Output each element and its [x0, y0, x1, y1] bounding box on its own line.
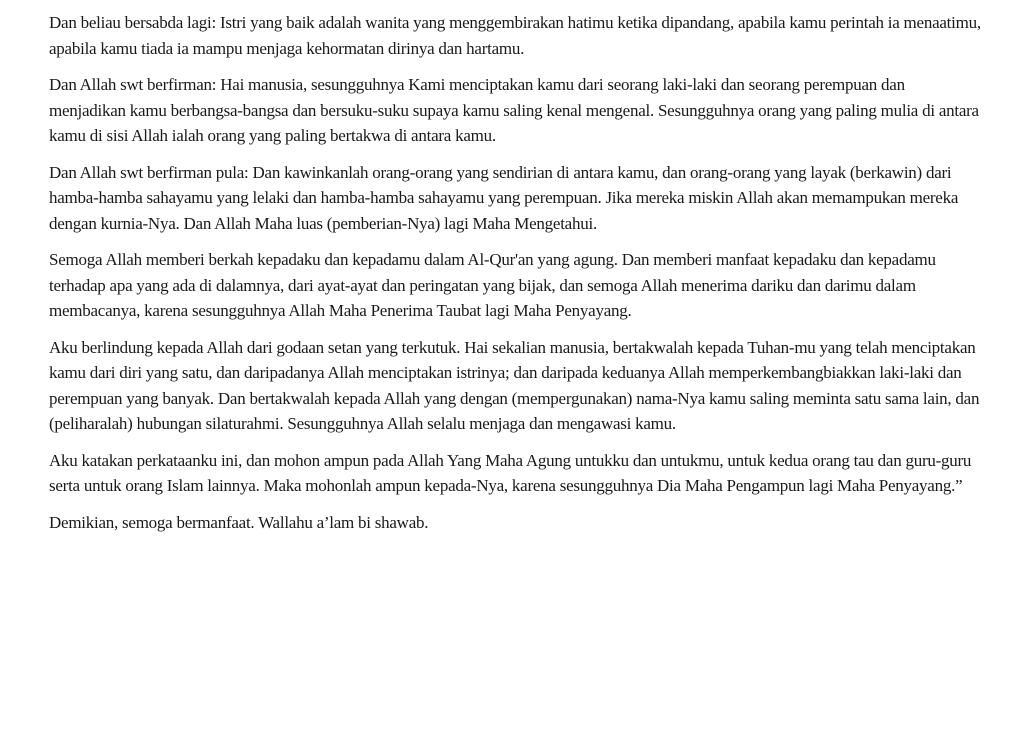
paragraph-1: Dan beliau bersabda lagi: Istri yang baik adalah wanita yang menggembirakan hatimu ketika dipandang, apabila kamu perintah ia menaatimu, apabila kamu tiada ia mampu menjaga kehormatan dirinya dan hartamu.: [49, 13, 981, 58]
paragraph-4: Semoga Allah memberi berkah kepadaku dan kepadamu dalam Al-Qur'an yang agung. Dan memberi manfaat kepadaku dan kepadamu terhadap apa yang ada di dalamnya, dari ayat-ayat dan peringatan yang bijak, dan semoga Allah menerima dariku dan darimu dalam membacanya, karena sesungguhnya Allah Maha Penerima Taubat lagi Maha Penyayang.: [49, 250, 936, 320]
article-body: [49, 10, 984, 546]
paragraph-2: Dan Allah swt berfirman: Hai manusia, sesungguhnya Kami menciptakan kamu dari seorang laki-laki dan seorang perempuan dan menjadikan kamu berbangsa-bangsa dan bersuku-suku supaya kamu saling kenal mengenal. Sesungguhnya orang yang paling mulia di antara kamu di sisi Allah ialah orang yang paling bertakwa di antara kamu.: [49, 75, 979, 145]
paragraph-7: Demikian, semoga bermanfaat. Wallahu a’lam bi shawab.: [49, 512, 429, 532]
paragraph-5: Aku berlindung kepada Allah dari godaan setan yang terkutuk. Hai sekalian manusia, bertakwalah kepada Tuhan-mu yang telah menciptakan kamu dari diri yang satu, dan daripadanya Allah menciptakan istrinya; dan daripada keduanya Allah memperkembangbiakkan laki-laki dan perempuan yang banyak. Dan bertakwalah kepada Allah yang dengan (mempergunakan) nama-Nya kamu saling meminta satu sama lain, dan (peliharalah) hubungan silaturahmi. Sesungguhnya Allah selalu menjaga dan mengawasi kamu.: [49, 337, 980, 433]
paragraph-3: Dan Allah swt berfirman pula: Dan kawinkanlah orang-orang yang sendirian di antara kamu, dan orang-orang yang layak (berkawin) dari hamba-hamba sahayamu yang lelaki dan hamba-hamba sahayamu yang perempuan. Jika mereka miskin Allah akan memampukan mereka dengan kurnia-Nya. Dan Allah Maha luas (pemberian-Nya) lagi Maha Mengetahui.: [49, 162, 959, 233]
paragraph-6: Aku katakan perkataanku ini, dan mohon ampun pada Allah Yang Maha Agung untukku dan untukmu, untuk kedua orang tau dan guru-guru serta untuk orang Islam lainnya. Maka mohonlah ampun kepada-Nya, karena sesungguhnya Dia Maha Pengampun lagi Maha Penyayang.”: [49, 450, 972, 495]
